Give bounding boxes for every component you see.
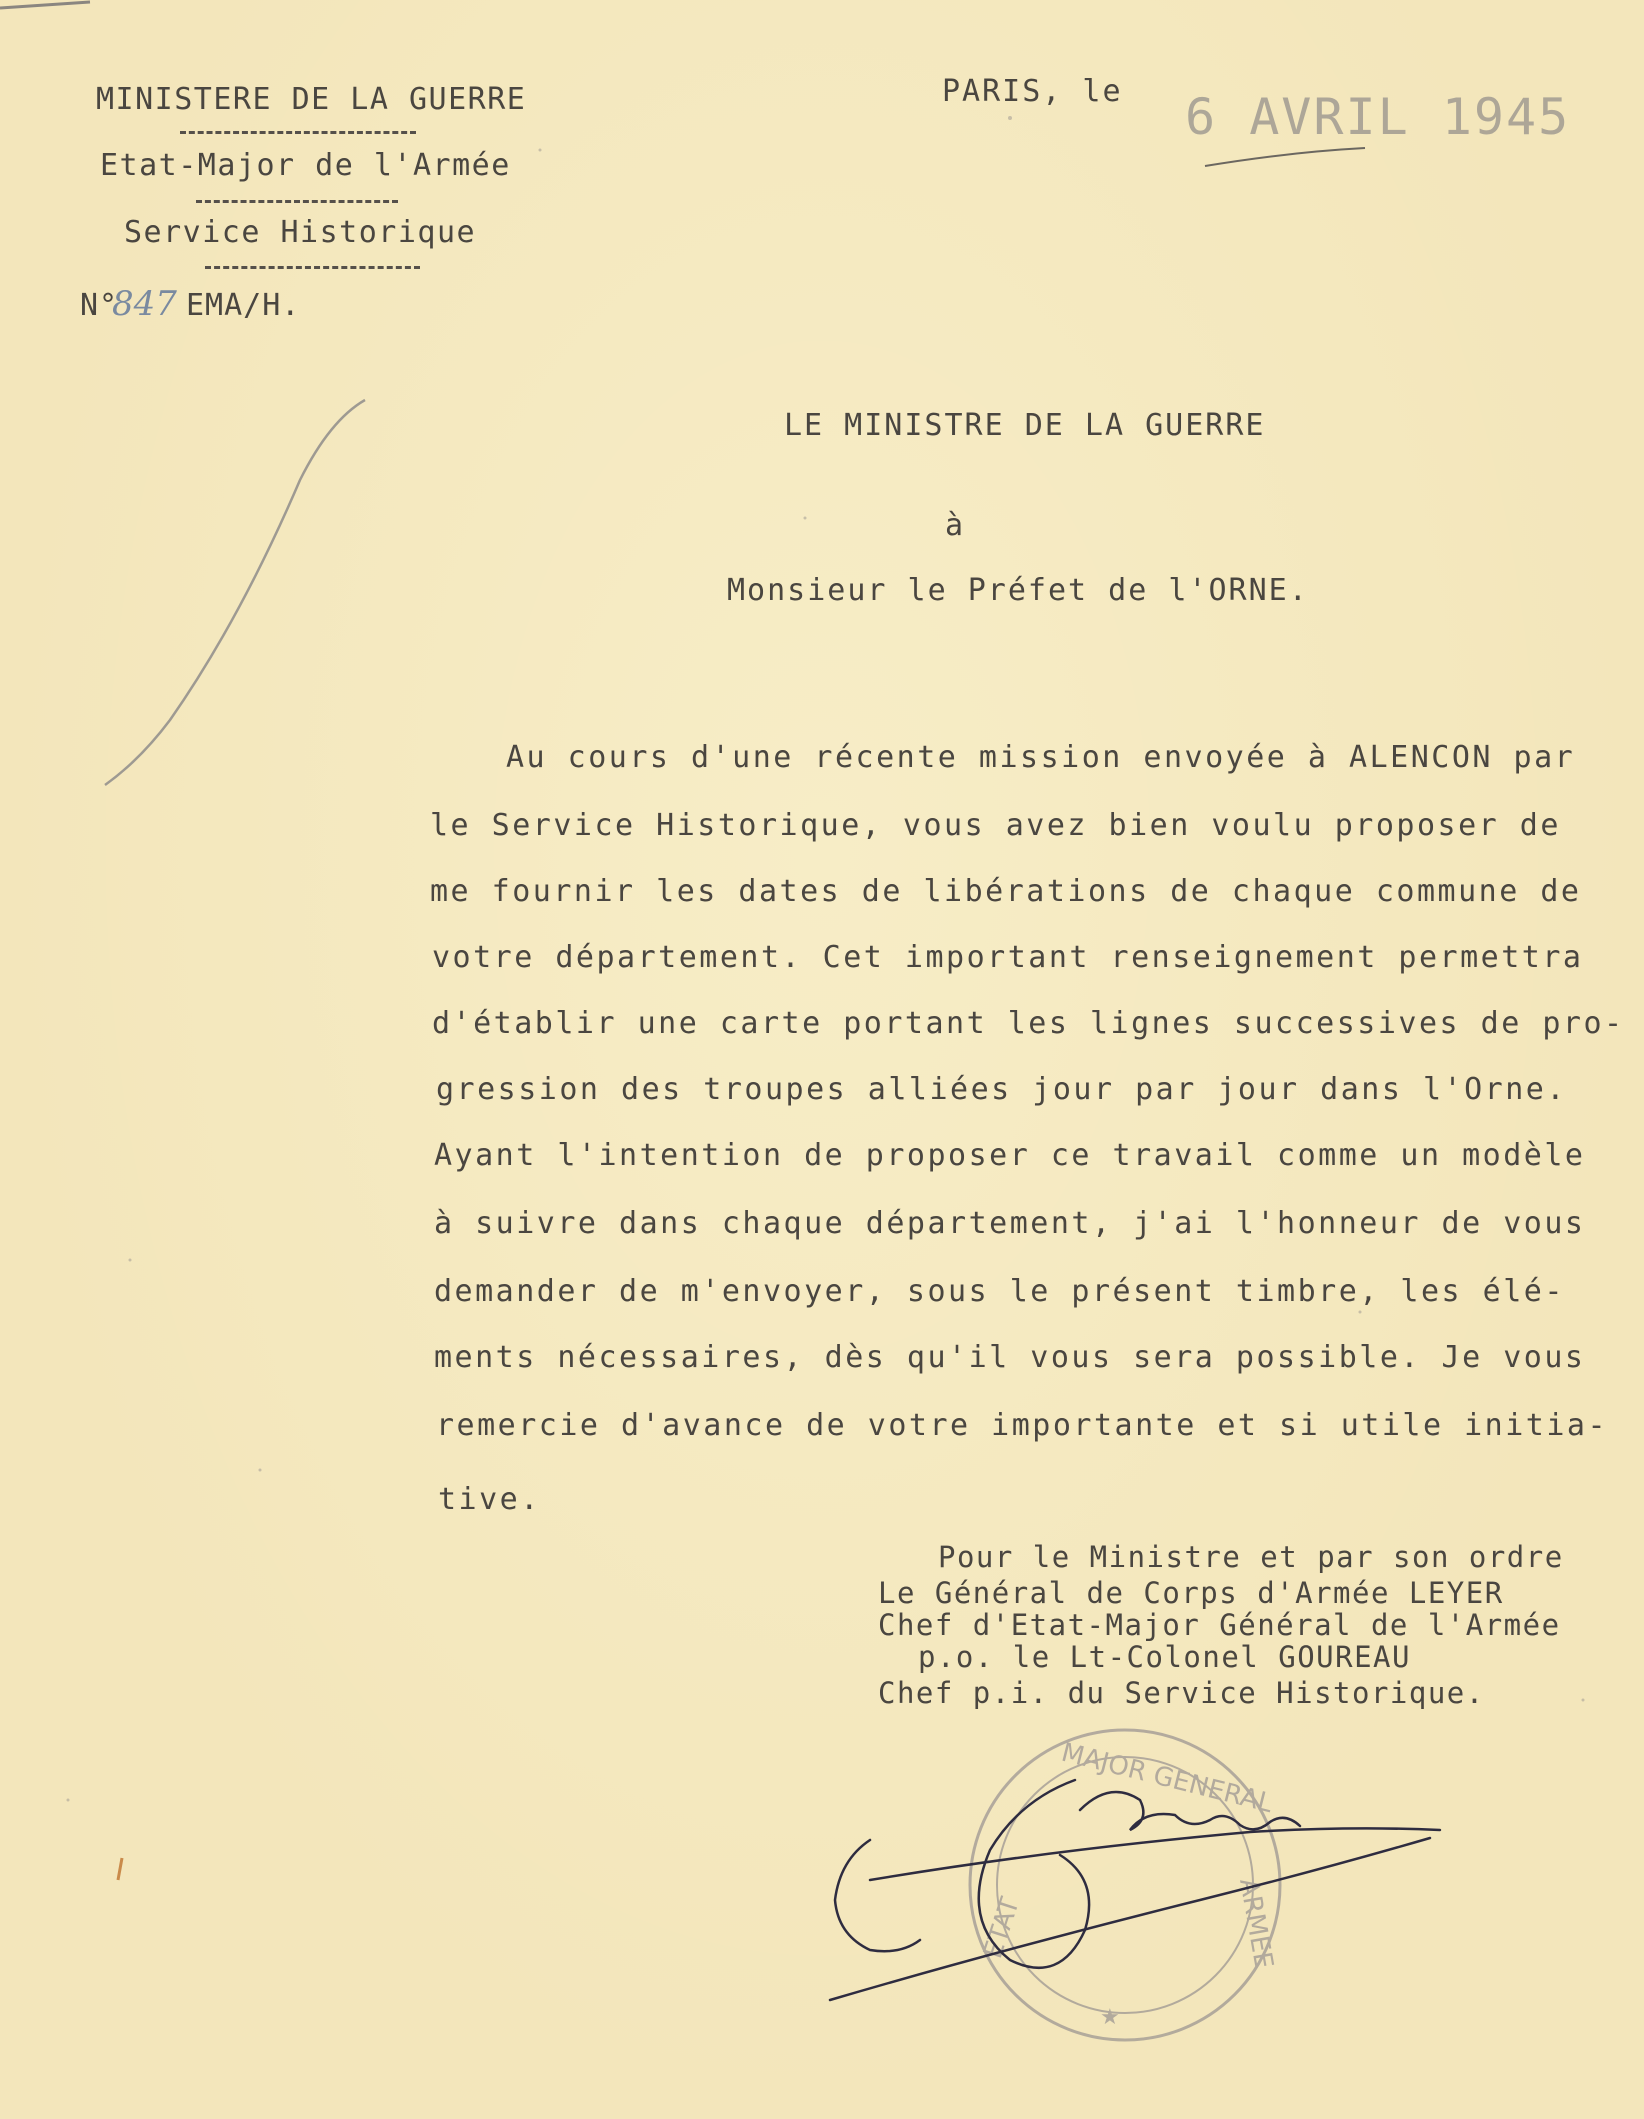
edge-mark bbox=[0, 2, 90, 8]
sender-heading: LE MINISTRE DE LA GUERRE bbox=[784, 408, 1266, 443]
body-line: tive. bbox=[438, 1482, 541, 1517]
body-line: le Service Historique, vous avez bien voulu proposer de bbox=[430, 808, 1561, 843]
handwritten-signature bbox=[830, 1780, 1440, 2000]
signature-line: p.o. le Lt-Colonel GOUREAU bbox=[918, 1640, 1411, 1674]
stamp-text-right: ARMEE bbox=[1233, 1876, 1279, 1971]
stamp-text-top: MAJOR GENERAL bbox=[1058, 1737, 1276, 1820]
reference-prefix: N° bbox=[80, 288, 119, 323]
date-stamp: 6 AVRIL 1945 bbox=[1185, 88, 1571, 146]
body-line: me fournir les dates de libérations de chaque commune de bbox=[430, 874, 1582, 909]
stamp-text-left: ETAT bbox=[978, 1893, 1026, 1963]
signature-line: Chef p.i. du Service Historique. bbox=[878, 1676, 1485, 1710]
paper-specks bbox=[67, 116, 1585, 1802]
reference-handwritten-number: 847 bbox=[112, 284, 177, 324]
service-heading: Service Historique bbox=[124, 215, 477, 250]
staff-heading: Etat-Major de l'Armée bbox=[100, 148, 511, 183]
body-line: à suivre dans chaque département, j'ai l'honneur de vous bbox=[434, 1206, 1586, 1241]
body-line: gression des troupes alliées jour par jour dans l'Orne. bbox=[436, 1072, 1567, 1107]
body-line: Ayant l'intention de proposer ce travail comme un modèle bbox=[434, 1138, 1586, 1173]
place-date-label: PARIS, le bbox=[942, 74, 1123, 109]
official-stamp bbox=[970, 1730, 1280, 2040]
body-line: votre département. Cet important renseignement permettra bbox=[432, 940, 1584, 975]
svg-text:★: ★ bbox=[1100, 2005, 1120, 2030]
signature-line: Chef d'Etat-Major Général de l'Armée bbox=[878, 1608, 1561, 1642]
margin-smudge bbox=[118, 1858, 122, 1880]
to-word: à bbox=[945, 508, 965, 543]
body-line: ments nécessaires, dès qu'il vous sera possible. Je vous bbox=[434, 1340, 1586, 1375]
signature-line: Pour le Ministre et par son ordre bbox=[938, 1540, 1564, 1574]
body-line: Au cours d'une récente mission envoyée à ALENCON par bbox=[506, 740, 1576, 775]
body-line: demander de m'envoyer, sous le présent timbre, les élé- bbox=[434, 1274, 1565, 1309]
date-underline bbox=[1205, 148, 1365, 166]
recipient-line: Monsieur le Préfet de l'ORNE. bbox=[727, 573, 1309, 608]
pencil-margin-stroke bbox=[105, 400, 365, 785]
reference-suffix: EMA/H. bbox=[186, 288, 301, 323]
body-line: d'établir une carte portant les lignes successives de pro- bbox=[432, 1006, 1625, 1041]
signature-line: Le Général de Corps d'Armée LEYER bbox=[878, 1576, 1504, 1610]
ministry-heading: MINISTERE DE LA GUERRE bbox=[96, 82, 527, 117]
body-line: remercie d'avance de votre importante et si utile initia- bbox=[436, 1408, 1609, 1443]
